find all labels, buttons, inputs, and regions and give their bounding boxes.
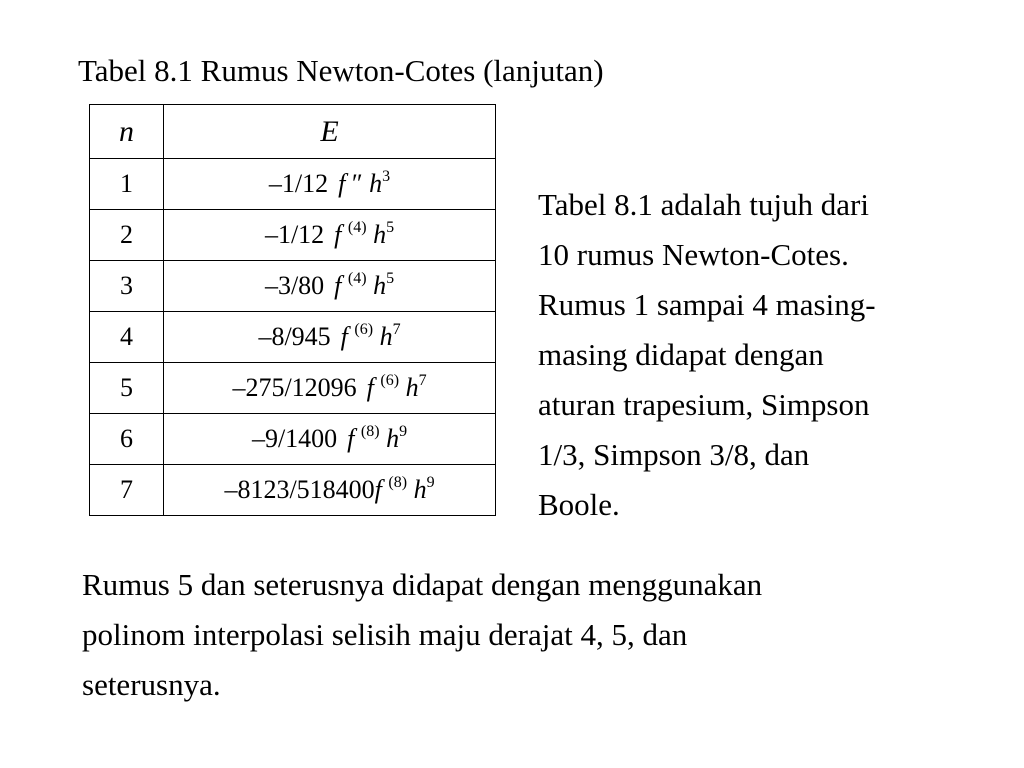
cell-error-term: [164, 210, 496, 261]
h-exponent: 5: [386, 270, 395, 287]
side-text-line: masing didapat dengan: [538, 337, 824, 372]
slide-title: Tabel 8.1 Rumus Newton-Cotes (lanjutan): [78, 53, 604, 88]
table-row: [90, 261, 496, 312]
h-symbol: h: [373, 271, 387, 300]
table-row: [90, 465, 496, 516]
h-symbol: h: [369, 169, 383, 198]
h-exponent: 7: [392, 321, 401, 338]
derivative-order: (6): [380, 372, 400, 389]
derivative-order: (6): [354, 321, 374, 338]
side-text-line: Tabel 8.1 adalah tujuh dari: [538, 187, 869, 222]
cell-n: 1: [90, 159, 164, 210]
h-symbol: h: [386, 424, 400, 453]
h-symbol: h: [413, 475, 427, 504]
newton-cotes-table: [89, 104, 496, 516]
table-row: [90, 210, 496, 261]
h-exponent: 3: [382, 168, 391, 185]
f-symbol: f: [338, 169, 346, 198]
coefficient: –9/1400: [251, 424, 338, 453]
table-row: [90, 312, 496, 363]
coefficient: –1/12: [268, 169, 329, 198]
h-symbol: h: [373, 220, 387, 249]
cell-error-term: [164, 312, 496, 363]
cell-error-term: [164, 261, 496, 312]
coefficient: –1/12: [264, 220, 325, 249]
table-header-row: [90, 105, 496, 159]
derivative-order: (4): [347, 219, 367, 236]
header-e: E: [164, 105, 496, 159]
h-symbol: h: [405, 373, 419, 402]
bottom-text-line: Rumus 5 dan seterusnya didapat dengan menggunakan: [82, 567, 763, 602]
cell-n: 3: [90, 261, 164, 312]
coefficient: –8/945: [258, 322, 331, 351]
table-row: [90, 414, 496, 465]
cell-n: 2: [90, 210, 164, 261]
table-row: [90, 159, 496, 210]
f-symbol: f: [347, 424, 355, 453]
side-text-line: 1/3, Simpson 3/8, dan: [538, 437, 810, 472]
cell-n: 7: [90, 465, 164, 516]
h-exponent: 9: [399, 423, 408, 440]
table-row: [90, 363, 496, 414]
coefficient: –3/80: [264, 271, 325, 300]
bottom-text-line: seterusnya.: [82, 667, 221, 702]
f-symbol: f: [374, 475, 382, 504]
coefficient: –8123/518400: [224, 475, 375, 504]
side-text-line: Rumus 1 sampai 4 masing-: [538, 287, 876, 322]
cell-n: 6: [90, 414, 164, 465]
derivative-order: (8): [360, 423, 380, 440]
cell-n: 4: [90, 312, 164, 363]
derivative-order: (4): [347, 270, 367, 287]
derivative-order: ″: [351, 169, 363, 198]
bottom-paragraph: [82, 560, 1002, 710]
h-exponent: 9: [426, 474, 435, 491]
h-symbol: h: [379, 322, 393, 351]
cell-error-term: [164, 414, 496, 465]
h-exponent: 5: [386, 219, 395, 236]
header-n: n: [90, 105, 164, 159]
cell-n: 5: [90, 363, 164, 414]
derivative-order: (8): [388, 474, 408, 491]
side-description: [538, 180, 988, 530]
f-symbol: f: [334, 220, 342, 249]
side-text-line: aturan trapesium, Simpson: [538, 387, 870, 422]
cell-error-term: [164, 159, 496, 210]
cell-error-term: [164, 465, 496, 516]
f-symbol: f: [334, 271, 342, 300]
side-text-line: 10 rumus Newton-Cotes.: [538, 237, 849, 272]
coefficient: –275/12096: [232, 373, 357, 402]
f-symbol: f: [340, 322, 348, 351]
cell-error-term: [164, 363, 496, 414]
h-exponent: 7: [418, 372, 427, 389]
f-symbol: f: [366, 373, 374, 402]
bottom-text-line: polinom interpolasi selisih maju derajat 4, 5, dan: [82, 617, 688, 652]
side-text-line: Boole.: [538, 487, 620, 522]
